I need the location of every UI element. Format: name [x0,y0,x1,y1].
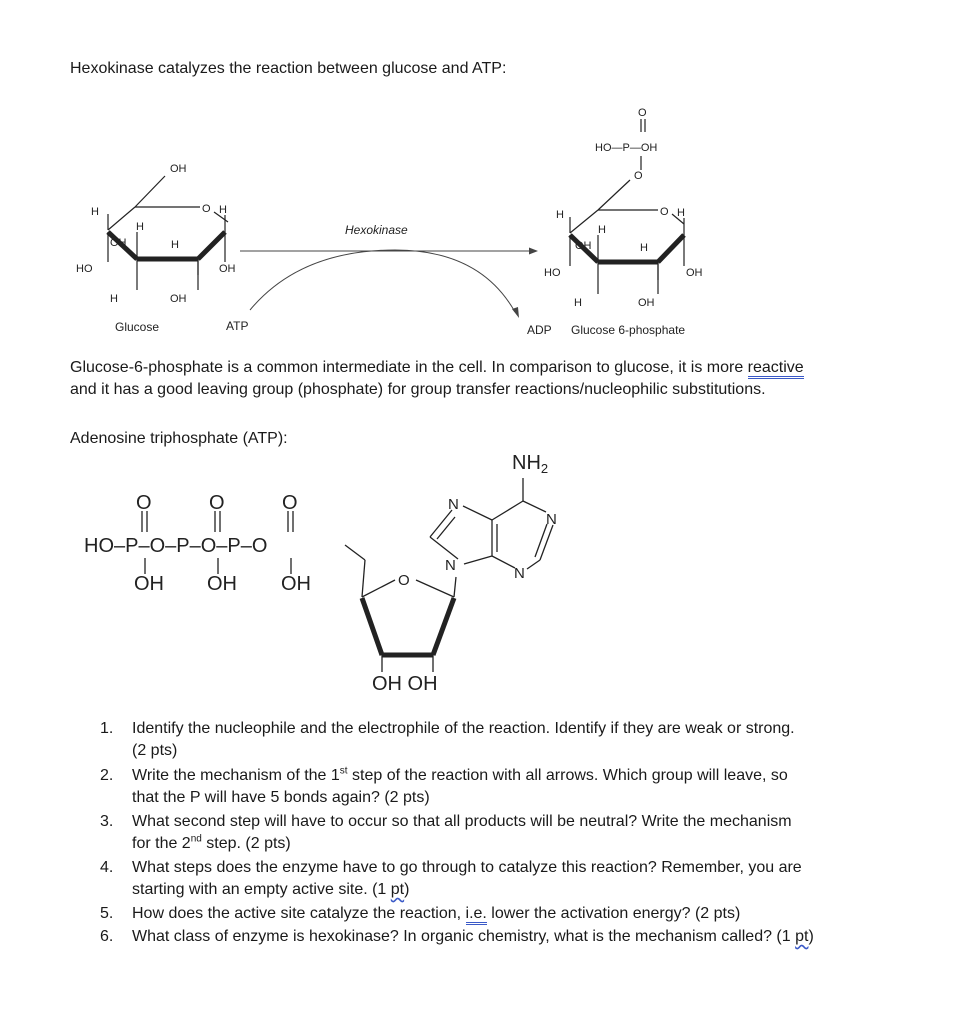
enzyme-label: Hexokinase [345,223,408,237]
question-number: 1. [100,720,114,737]
question-number: 3. [100,813,114,830]
question-number: 4. [100,859,114,876]
purine-n-label: N [445,557,456,574]
g6p-oh-label: OH [575,240,592,252]
purine-n-label: N [448,496,459,513]
glucose-6-phosphate-label: Glucose 6-phosphate [571,323,686,337]
glucose-label: Glucose [115,320,160,334]
glucose-h-label: H [110,293,118,305]
phosphate-p-label: HO—P—OH [595,142,658,154]
glucose-atom-labels [76,163,236,305]
paragraph-line-1-text: Glucose-6-phosphate is a common intermediate in the cell. In comparison to glucose, it is more [70,359,748,376]
adp-product-label: ADP [527,323,552,337]
glucose-oh-label: OH [170,293,187,305]
atp-amine-label: $NH_2$ [512,452,549,476]
g6p-ho-label: HO [544,267,561,279]
atp-heading: Adenosine triphosphate (ATP): [70,430,288,447]
glucose-ch2oh-label: OH [170,163,187,175]
atp-o-label: O [136,492,152,514]
atp-o-label: O [209,492,225,514]
atp-o-label: O [282,492,298,514]
atp-labels [84,452,548,595]
paragraph-line-1 [70,357,804,378]
atp-ring-labels [398,496,557,589]
ribose-oh-labels: OH OH [372,673,438,695]
paragraph-line-2: and it has a good leaving group (phosphate) for group transfer reactions/nucleophilic substitutions. [70,381,766,398]
glucose-h-label: H [91,206,99,218]
question-text: Write the mechanism of the 1st step of the reaction with all arrows. Which group will leave, so that the P will have 5 bonds again? (2 pts) [132,765,788,806]
question-number: 6. [100,928,114,945]
question-text: What class of enzyme is hexokinase? In organic chemistry, what is the mechanism called? (1 pt) [132,928,814,945]
phosphate-top-o-label: O [638,107,647,119]
glucose-oh-label: OH [219,263,236,275]
g6p-ring-o-label: O [660,206,669,218]
ribose-o-label: O [398,572,410,589]
g6p-h-label: H [556,209,564,221]
question-text: How does the active site catalyze the reaction, i.e. lower the activation energy? (2 pts) [132,903,872,925]
glucose-ho-label: HO [76,263,93,275]
atp-structure [142,478,553,672]
question-text: Identify the nucleophile and the electrophile of the reaction. Identify if they are weak or strong. (2 pts) [132,720,795,759]
phosphate-link-o-label: O [634,170,643,182]
atp-phosphate-chain: HO–P–O–P–O–P–O [84,535,268,557]
question-number: 2. [100,767,114,784]
glucose-structure [108,176,228,290]
glucose-h-label: H [171,239,179,251]
glucose-oh-label: OH [110,237,127,249]
g6p-h-label: H [574,297,582,309]
g6p-h-label: H [598,224,606,236]
atp-oh-label: OH [207,573,237,595]
reactive-word: reactive [748,359,804,379]
question-number: 5. [100,905,114,922]
atp-oh-label: OH [134,573,164,595]
glucose-ring-o-label: O [202,203,211,215]
purine-n-label: N [546,511,557,528]
glucose-h-label: H [219,204,227,216]
g6p-oh-label: OH [686,267,703,279]
question-text: What steps does the enzyme have to go through to catalyze this reaction? Remember, you are starting with an empty active site. (1 pt) [132,859,802,898]
atp-reactant-label: ATP [226,319,249,333]
g6p-h-label: H [640,242,648,254]
intro-text: Hexokinase catalyzes the reaction between glucose and ATP: [70,60,507,77]
glucose-h-label: H [136,221,144,233]
g6p-atom-labels [544,107,703,309]
atp-oh-label: OH [281,573,311,595]
purine-n-label: N [514,565,525,582]
g6p-h-label: H [677,207,685,219]
g6p-oh-label: OH [638,297,655,309]
question-text: What second step will have to occur so that all products will be neutral? Write the mechanism for the 2nd step. (2 pts) [132,813,792,852]
reaction-arrows [240,248,538,319]
